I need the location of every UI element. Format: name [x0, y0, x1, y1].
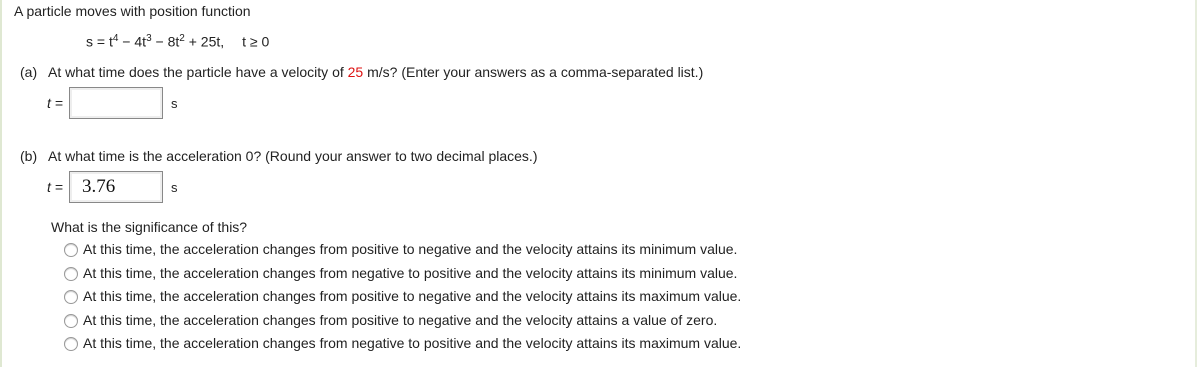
part-a-label: (a)	[20, 64, 38, 80]
option-label: At this time, the acceleration changes from negative to positive and the velocity attains its minimum value.	[83, 265, 738, 281]
option-label: At this time, the acceleration changes from positive to negative and the velocity attains its maximum value.	[83, 288, 742, 304]
part-b-t-label: t =	[47, 179, 63, 195]
problem-intro: A particle moves with position function	[14, 3, 251, 19]
part-b-answer-value: 3.76	[82, 176, 116, 197]
exp-2: 2	[179, 33, 185, 44]
radio-button[interactable]	[64, 243, 78, 257]
option-label: At this time, the acceleration changes from negative to positive and the velocity attains its maximum value.	[83, 335, 742, 351]
part-b-question	[20, 148, 537, 164]
radio-button[interactable]	[64, 267, 78, 281]
significance-question: What is the significance of this?	[51, 219, 248, 235]
part-a-text-end: m/s? (Enter your answers as a comma-separated list.)	[363, 64, 704, 80]
part-a-question	[20, 64, 703, 80]
part-a-unit: s	[171, 96, 178, 111]
position-function	[86, 33, 269, 50]
radio-button[interactable]	[64, 337, 78, 351]
part-a-answer-input[interactable]	[69, 87, 163, 119]
part-a-text: At what time does the particle have a velocity of	[48, 64, 348, 80]
formula-term4: + 25t,	[184, 33, 225, 50]
part-a-t-label: t =	[47, 95, 63, 111]
velocity-value: 25	[347, 64, 364, 80]
radio-button[interactable]	[64, 314, 78, 328]
formula-s: s = t	[86, 33, 113, 50]
part-b-text: At what time is the acceleration 0? (Round your answer to two decimal places.)	[48, 148, 538, 164]
part-b-label: (b)	[20, 148, 38, 164]
part-b-unit: s	[171, 180, 178, 195]
radio-button[interactable]	[64, 290, 78, 304]
option-label: At this time, the acceleration changes from positive to negative and the velocity attains its minimum value.	[83, 241, 738, 257]
exp-3: 3	[146, 33, 152, 44]
formula-term2: − 4t	[118, 33, 147, 50]
part-b-answer-input[interactable]	[69, 171, 163, 203]
exp-4: 4	[112, 33, 119, 44]
formula-term3: − 8t	[151, 33, 180, 50]
domain-condition: t ≥ 0	[242, 33, 270, 50]
option-label: At this time, the acceleration changes from positive to negative and the velocity attains a value of zero.	[83, 312, 718, 328]
